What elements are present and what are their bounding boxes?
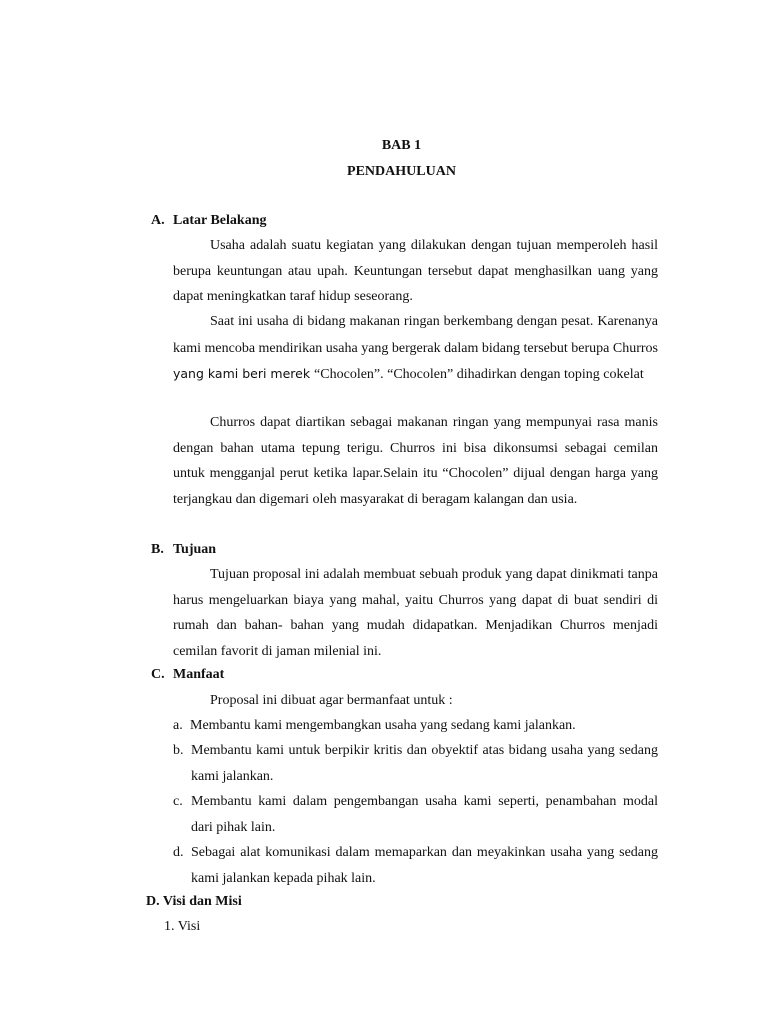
section-b-title: Tujuan — [173, 542, 217, 557]
section-c-label: C. — [151, 667, 165, 682]
section-a-paragraph-1: Usaha adalah suatu kegiatan yang dilakukan dengan tujuan memperoleh hasil berupa keuntungan atau upah. Keuntungan tersebut dapat menghasilkan uang yang dapat meningkatkan taraf hidup seseorang. — [173, 238, 658, 304]
section-d-sub-1 — [164, 914, 364, 940]
section-d-sub-1-label: 1. — [164, 919, 175, 934]
chapter-number: BAB 1 — [381, 138, 422, 153]
section-b-paragraph-1: Tujuan proposal ini adalah membuat sebuah produk yang dapat dinikmati tanpa harus mengeluarkan biaya yang mahal, yaitu Churros yang dapat di buat sendiri di rumah dan bahan- bahan yang mudah didapatkan. Menjadikan Churros menjadi cemilan favorit di jaman milenial ini. — [173, 567, 658, 659]
section-b-label: B. — [151, 542, 164, 557]
section-d-title: Visi dan Misi — [162, 894, 242, 909]
section-d-label: D. — [146, 894, 160, 909]
section-a-title: Latar Belakang — [173, 213, 267, 228]
section-a-label: A. — [151, 213, 165, 228]
section-c-intro: Proposal ini dibuat agar bermanfaat untuk : — [210, 693, 453, 708]
section-b-heading — [151, 542, 216, 558]
section-c-heading — [151, 667, 224, 683]
chapter-title: PENDAHULUAN — [347, 164, 456, 179]
list-item: a. Membantu kami mengembangkan usaha yang sedang kami jalankan. — [173, 718, 576, 733]
section-d-sub-1-title: Visi — [177, 919, 201, 934]
section-d-heading — [146, 894, 242, 910]
list-item: c. Membantu kami dalam pengembangan usaha kami seperti, penambahan modal dari pihak lain. — [173, 794, 658, 835]
section-a-paragraph-2: Saat ini usaha di bidang makanan ringan berkembang dengan pesat. Karenanya kami mencoba mendirikan usaha yang bergerak dalam bidang tersebut berupa Churros yang kami beri merek “Chocolen”. “Chocolen” dihadirkan dengan toping cokelat — [173, 314, 658, 382]
section-a-paragraph-3: Churros dapat diartikan sebagai makanan ringan yang mempunyai rasa manis dengan bahan utama tepung terigu. Churros ini bisa dikonsumsi sebagai cemilan untuk mengganjal perut ketika lapar.Selain itu “Chocolen” dijual dengan harga yang terjangkau dan digemari oleh masyarakat di beragam kalangan dan usia. — [173, 415, 658, 507]
list-item: b. Membantu kami untuk berpikir kritis dan obyektif atas bidang usaha yang sedang kami jalankan. — [173, 743, 658, 784]
section-a-heading — [151, 213, 266, 229]
section-c-title: Manfaat — [173, 667, 225, 682]
list-item: d. Sebagai alat komunikasi dalam memaparkan dan meyakinkan usaha yang sedang kami jalankan kepada pihak lain. — [173, 845, 658, 886]
